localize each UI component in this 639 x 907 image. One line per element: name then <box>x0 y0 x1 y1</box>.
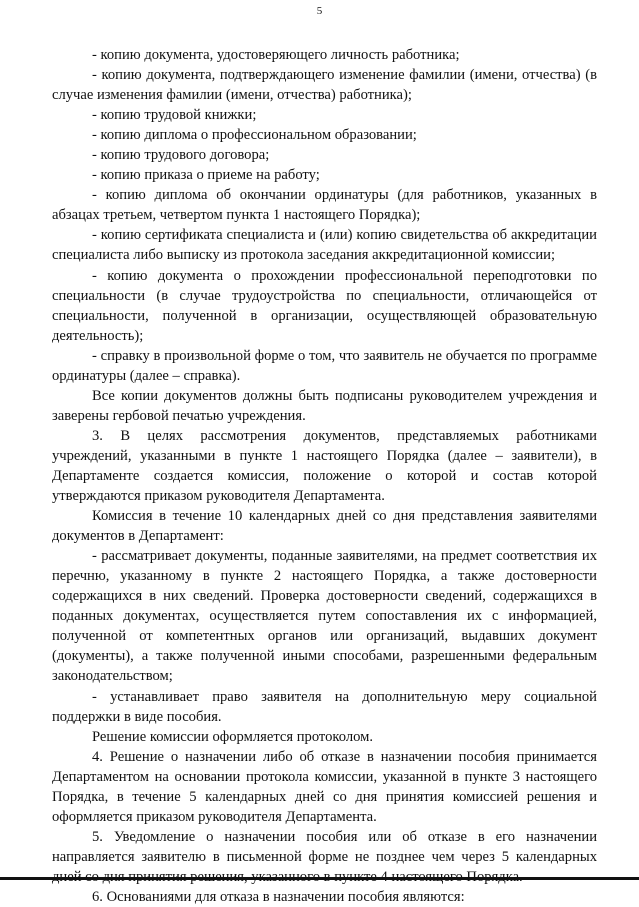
page-number: 5 <box>316 5 323 17</box>
paragraph-4: - копию диплома о профессиональном образовании; <box>92 127 417 144</box>
paragraph-14: - рассматривает документы, поданные заявителями, на предмет соответствия их перечню, указанному в пункте 2 настоящего Порядка, а также достоверности содержащихся в них сведений. Проверка достоверности сведений, содержащихся в поданных документах, осуществляется путем сопоставления их с информацией, полученной от компетентных органов или организаций, выдавших документ (документы), а также полученной иными способами, разрешенными федеральным законодательством; <box>52 548 597 685</box>
paragraph-10: - справку в произвольной форме о том, что заявитель не обучается по программе ординатуры (далее – справка). <box>52 347 597 384</box>
paragraph-17: 4. Решение о назначении либо об отказе в назначении пособия принимается Департаментом на основании протокола комиссии, указанной в пункте 3 настоящего Порядка, в течение 5 календарных дней со дня принятия комиссией решения и оформляется приказом руководителя Департамента. <box>52 748 597 825</box>
paragraph-13: Комиссия в течение 10 календарных дней со дня представления заявителями документов в Департамент: <box>52 508 597 545</box>
paragraph-6: - копию приказа о приеме на работу; <box>92 167 320 184</box>
paragraph-7: - копию диплома об окончании ординатуры (для работников, указанных в абзацах третьем, четвертом пункта 1 настоящего Порядка); <box>52 187 597 224</box>
paragraph-2: - копию документа, подтверждающего изменение фамилии (имени, отчества) (в случае изменения фамилии (имени, отчества) работника); <box>52 67 597 104</box>
document-body <box>52 45 597 907</box>
paragraph-11: Все копии документов должны быть подписаны руководителем учреждения и заверены гербовой печатью учреждения. <box>52 387 597 424</box>
paragraph-3: - копию трудовой книжки; <box>92 107 257 124</box>
paragraph-18: 5. Уведомление о назначении пособия или об отказе в его назначении направляется заявителю в письменной форме не позднее чем через 5 календарных <box>52 828 597 865</box>
paragraph-19: 6. Основаниями для отказа в назначении пособия являются: <box>92 888 465 905</box>
bottom-border-line <box>0 877 639 880</box>
paragraph-15: - устанавливает право заявителя на дополнительную меру социальной поддержки в виде пособия. <box>52 688 597 725</box>
paragraph-1: - копию документа, удостоверяющего личность работника; <box>92 47 460 63</box>
paragraph-16: Решение комиссии оформляется протоколом. <box>92 728 374 745</box>
paragraph-8: - копию сертификата специалиста и (или) копию свидетельства об аккредитации специалиста либо выписку из протокола заседания аккредитационной комиссии; <box>52 227 597 264</box>
paragraph-5: - копию трудового договора; <box>92 147 270 164</box>
paragraph-12: 3. В целях рассмотрения документов, представляемых работниками учреждений, указанными в пункте 1 настоящего Порядка (далее – заявители), в Департаменте создается комиссия, положение о которой и состав которой утверждаются приказом руководителя Департамента. <box>52 427 597 505</box>
paragraph-9: - копию документа о прохождении профессиональной переподготовки по специальности (в случае трудоустройства по специальности, отличающейся от специальности, полученной в организации, осуществляющей образовательную деятельность); <box>52 267 597 344</box>
